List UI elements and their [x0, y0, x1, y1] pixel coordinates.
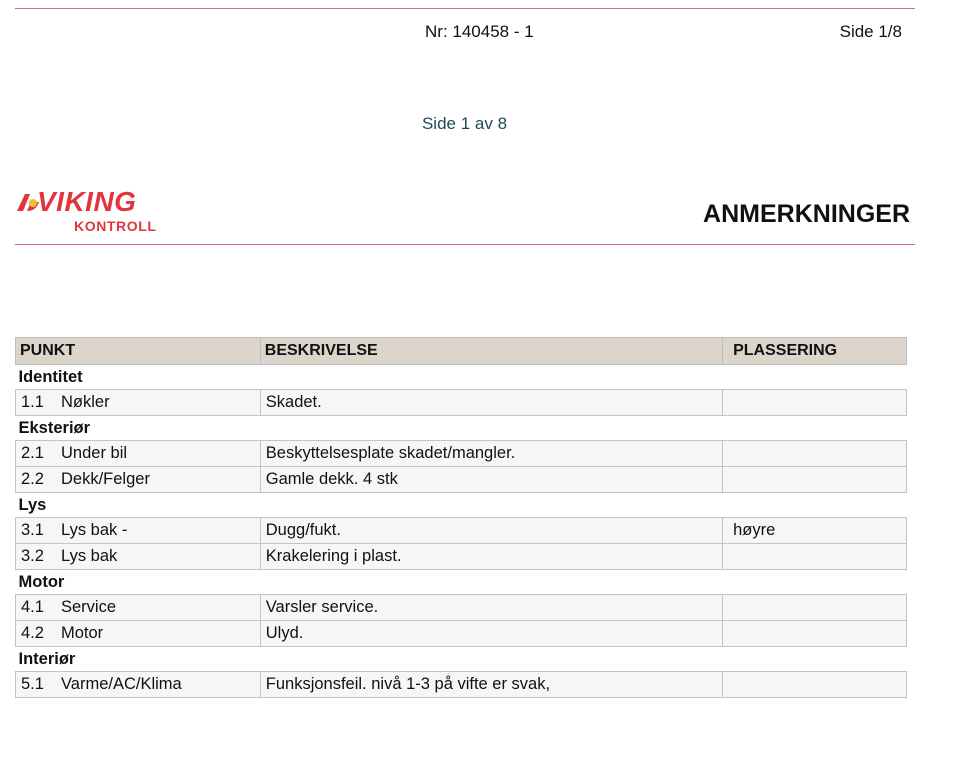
punkt-label: Nøkler — [61, 393, 110, 411]
punkt-label: Under bil — [61, 444, 128, 462]
header-plassering: PLASSERING — [723, 338, 907, 365]
plassering-cell — [723, 441, 907, 467]
plassering-cell — [723, 544, 907, 570]
beskrivelse-cell: Beskyttelsesplate skadet/mangler. — [260, 441, 722, 467]
page-number: Side 1/8 — [839, 22, 902, 41]
table-row — [16, 544, 907, 570]
punkt-number: 3.1 — [21, 521, 44, 539]
logo-word: VIKING — [37, 186, 137, 217]
punkt-cell — [16, 621, 261, 647]
punkt-label: Lys bak — [61, 547, 118, 565]
punkt-cell — [16, 467, 261, 493]
plassering-cell: høyre — [723, 518, 907, 544]
punkt-cell — [16, 441, 261, 467]
punkt-number: 4.1 — [21, 598, 44, 616]
category-row — [16, 493, 907, 518]
punkt-label: Dekk/Felger — [61, 470, 150, 488]
punkt-label: Lys bak - — [61, 521, 128, 539]
beskrivelse-cell: Varsler service. — [260, 595, 722, 621]
punkt-label: Varme/AC/Klima — [61, 675, 182, 693]
punkt-cell — [16, 518, 261, 544]
punkt-cell — [16, 672, 261, 698]
beskrivelse-cell: Dugg/fukt. — [260, 518, 722, 544]
table-row — [16, 621, 907, 647]
table-row — [16, 518, 907, 544]
table-row — [16, 467, 907, 493]
category-row — [16, 365, 907, 390]
punkt-number: 2.2 — [21, 470, 44, 488]
punkt-label: Service — [61, 598, 117, 616]
category-label: Lys — [16, 493, 907, 518]
page-indicator: Side 1 av 8 — [421, 114, 508, 133]
plassering-cell — [723, 621, 907, 647]
punkt-cell — [16, 390, 261, 416]
category-row — [16, 570, 907, 595]
punkt-number: 5.1 — [21, 675, 44, 693]
plassering-cell — [723, 595, 907, 621]
table-row — [16, 390, 907, 416]
viking-kontroll-logo — [15, 188, 155, 236]
punkt-number: 1.1 — [21, 393, 44, 411]
category-label: Eksteriør — [16, 416, 907, 441]
title-rule — [15, 244, 915, 245]
header-punkt: PUNKT — [16, 338, 261, 365]
beskrivelse-cell: Funksjonsfeil. nivå 1-3 på vifte er svak, — [260, 672, 722, 698]
punkt-label: Motor — [61, 624, 104, 642]
category-label: Interiør — [16, 647, 907, 672]
category-label: Motor — [16, 570, 907, 595]
punkt-cell — [16, 595, 261, 621]
plassering-cell — [723, 390, 907, 416]
punkt-number: 3.2 — [21, 547, 44, 565]
top-rule — [15, 8, 915, 9]
beskrivelse-cell: Ulyd. — [260, 621, 722, 647]
header-beskrivelse: BESKRIVELSE — [260, 338, 722, 365]
category-label: Identitet — [16, 365, 907, 390]
table-row — [16, 441, 907, 467]
document-number: Nr: 140458 - 1 — [425, 22, 534, 41]
beskrivelse-cell: Krakelering i plast. — [260, 544, 722, 570]
category-row — [16, 647, 907, 672]
punkt-number: 4.2 — [21, 624, 44, 642]
beskrivelse-cell: Gamle dekk. 4 stk — [260, 467, 722, 493]
page-title: ANMERKNINGER — [703, 200, 910, 228]
logo-sub: KONTROLL — [74, 218, 157, 234]
category-row — [16, 416, 907, 441]
punkt-cell — [16, 544, 261, 570]
table-header-row — [16, 338, 907, 365]
plassering-cell — [723, 672, 907, 698]
punkt-number: 2.1 — [21, 444, 44, 462]
beskrivelse-cell: Skadet. — [260, 390, 722, 416]
table-row — [16, 672, 907, 698]
plassering-cell — [723, 467, 907, 493]
remarks-table — [15, 337, 907, 698]
table-row — [16, 595, 907, 621]
